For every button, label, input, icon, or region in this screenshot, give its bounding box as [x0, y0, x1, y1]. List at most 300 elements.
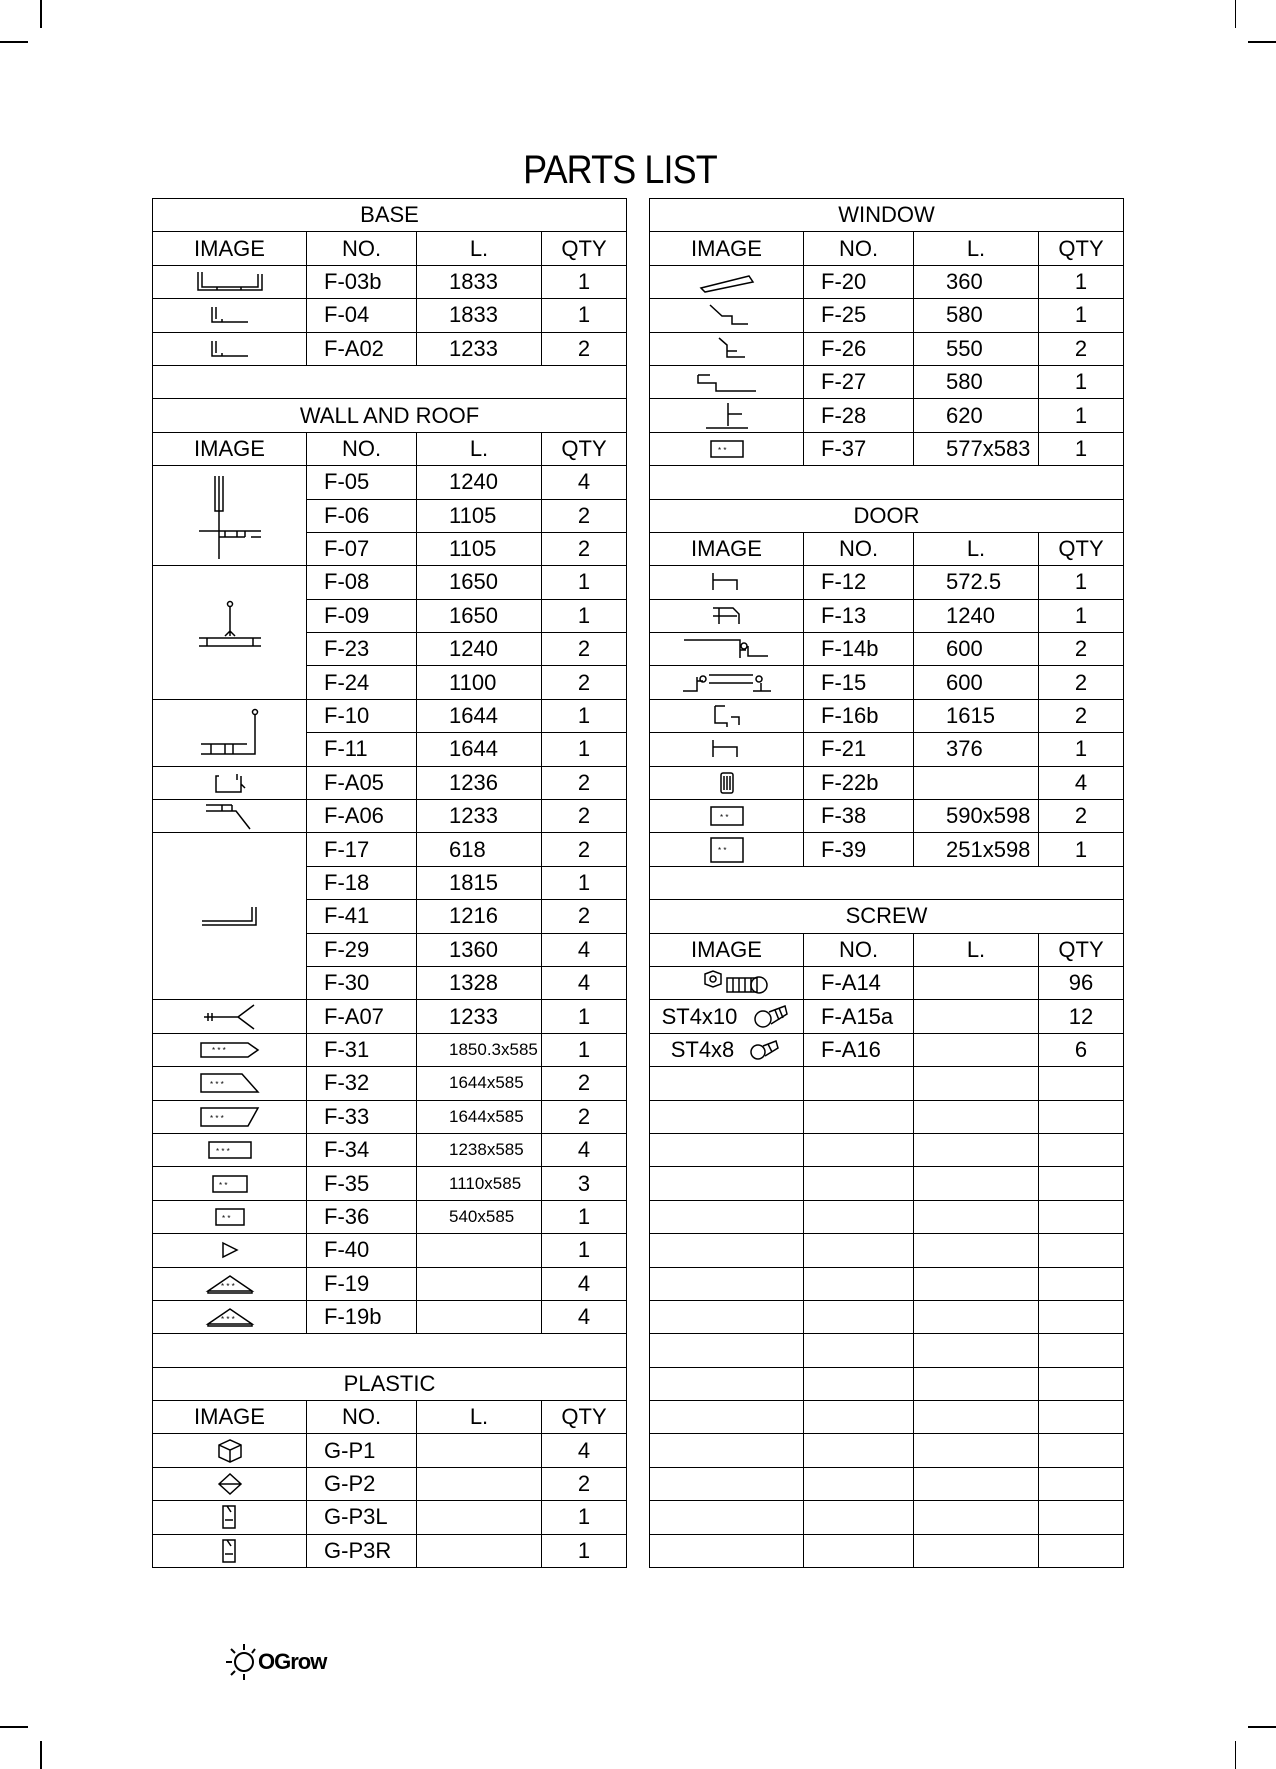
- part-number: F-27: [804, 365, 914, 398]
- channel-part-icon: [153, 265, 307, 298]
- part-length: 1815: [417, 866, 542, 899]
- header-row: [650, 232, 1124, 265]
- part-qty: 2: [542, 1100, 627, 1133]
- part-length: 1644: [417, 699, 542, 732]
- part-length: 1644x585: [417, 1067, 542, 1100]
- doorB-part-icon: [650, 599, 804, 632]
- section-title: WINDOW: [650, 199, 1124, 232]
- angle-part-icon: [153, 299, 307, 332]
- part-length: 1833: [417, 265, 542, 298]
- part-qty: 4: [542, 1434, 627, 1467]
- empty-cell: [914, 1367, 1039, 1400]
- part-number: F-18: [307, 866, 417, 899]
- svg-text:* * *: * * *: [209, 1080, 224, 1090]
- part-qty: 1: [1039, 365, 1124, 398]
- part-qty: 1: [542, 299, 627, 332]
- col-header-qty: QTY: [542, 232, 627, 265]
- part-length: 376: [914, 733, 1039, 766]
- part-number: F-35: [307, 1167, 417, 1200]
- part-length: [417, 1300, 542, 1333]
- screw-size-label: ST4x8: [670, 1036, 735, 1062]
- part-qty: 1: [542, 1234, 627, 1267]
- part-qty: 1: [542, 733, 627, 766]
- stay-part-icon: [650, 265, 804, 298]
- empty-cell: [914, 1200, 1039, 1233]
- part-length: 580: [914, 299, 1039, 332]
- empty-cell: [650, 1267, 804, 1300]
- part-number: F-11: [307, 733, 417, 766]
- empty-cell: [1039, 1334, 1124, 1367]
- blank-row: [650, 1067, 1124, 1100]
- header-row: [650, 933, 1124, 966]
- section-title: BASE: [153, 199, 627, 232]
- part-length: 618: [417, 833, 542, 866]
- blank-row: [650, 466, 1124, 499]
- part-qty: 1: [1039, 833, 1124, 866]
- table-row: [153, 299, 627, 332]
- part-number: F-32: [307, 1067, 417, 1100]
- part-length: [417, 1434, 542, 1467]
- part-qty: 4: [542, 933, 627, 966]
- empty-cell: [650, 1300, 804, 1333]
- col-header-no: NO.: [307, 432, 417, 465]
- part-length: 1615: [914, 699, 1039, 732]
- empty-cell: [914, 1133, 1039, 1166]
- part-length: 600: [914, 666, 1039, 699]
- col-header-image: IMAGE: [650, 232, 804, 265]
- empty-cell: [1039, 1167, 1124, 1200]
- empty-cell: [914, 1501, 1039, 1534]
- part-length: 1240: [417, 466, 542, 499]
- empty-cell: [804, 1367, 914, 1400]
- table-row: [650, 699, 1124, 732]
- part-qty: 1: [1039, 399, 1124, 432]
- svg-text:* * *: * * *: [220, 1315, 235, 1325]
- empty-cell: [914, 1167, 1039, 1200]
- table-row: [153, 1167, 627, 1200]
- part-number: G-P3L: [307, 1501, 417, 1534]
- part-length: 1105: [417, 532, 542, 565]
- part-qty: 2: [542, 532, 627, 565]
- empty-cell: [650, 866, 1124, 899]
- table-row: [650, 733, 1124, 766]
- panelB-part-icon: [153, 1067, 307, 1100]
- svg-text:* *: * *: [717, 845, 726, 855]
- empty-cell: [804, 1100, 914, 1133]
- part-length: 620: [914, 399, 1039, 432]
- blank-row: [153, 365, 627, 398]
- brand-logo: [222, 1642, 326, 1682]
- part-length: [417, 1234, 542, 1267]
- screw1-icon: [751, 1002, 791, 1032]
- part-number: F-03b: [307, 265, 417, 298]
- empty-cell: [1039, 1501, 1124, 1534]
- empty-cell: [1039, 1467, 1124, 1500]
- table-row: [650, 399, 1124, 432]
- col-header-image: IMAGE: [153, 232, 307, 265]
- col-header-qty: QTY: [1039, 532, 1124, 565]
- part-qty: 2: [542, 766, 627, 799]
- part-number: F-22b: [804, 766, 914, 799]
- tbar-part-icon: [153, 566, 307, 700]
- doorD-part-icon: [650, 666, 804, 699]
- part-qty: 1: [542, 1033, 627, 1066]
- part-qty: 1: [1039, 299, 1124, 332]
- empty-cell: [804, 1234, 914, 1267]
- part-number: F-26: [804, 332, 914, 365]
- empty-cell: [1039, 1534, 1124, 1567]
- part-length: 1110x585: [417, 1167, 542, 1200]
- part-number: F-37: [804, 432, 914, 465]
- part-number: F-10: [307, 699, 417, 732]
- part-number: F-28: [804, 399, 914, 432]
- table-row: [650, 1000, 1124, 1033]
- table-row: [650, 599, 1124, 632]
- part-number: G-P1: [307, 1434, 417, 1467]
- svg-text:* * *: * * *: [220, 1281, 235, 1291]
- part-qty: 1: [1039, 566, 1124, 599]
- gable-part-icon: [153, 1300, 307, 1333]
- col-header-image: IMAGE: [650, 532, 804, 565]
- part-qty: 4: [1039, 766, 1124, 799]
- logo-text: OGrow: [258, 1649, 327, 1674]
- part-length: 1833: [417, 299, 542, 332]
- crop-mark: [1235, 0, 1237, 28]
- part-number: F-20: [804, 265, 914, 298]
- table-row: [650, 633, 1124, 666]
- part-qty: 2: [542, 499, 627, 532]
- sill-part-icon: [650, 332, 804, 365]
- col-header-no: NO.: [307, 232, 417, 265]
- part-number: F-41: [307, 900, 417, 933]
- table-row: [153, 1534, 627, 1567]
- part-length: 1240: [914, 599, 1039, 632]
- part-length: [417, 1501, 542, 1534]
- table-row: [153, 466, 627, 499]
- blank-row: [153, 1334, 627, 1367]
- svg-text:* * *: * * *: [211, 1045, 226, 1055]
- table-row: [650, 800, 1124, 833]
- part-length: 540x585: [417, 1200, 542, 1233]
- part-length: [914, 1033, 1039, 1066]
- part-qty: 1: [542, 866, 627, 899]
- part-length: 1233: [417, 332, 542, 365]
- col-header-no: NO.: [804, 232, 914, 265]
- empty-cell: [914, 1234, 1039, 1267]
- part-qty: 2: [542, 800, 627, 833]
- col-header-no: NO.: [804, 532, 914, 565]
- crop-mark: [0, 1726, 28, 1728]
- part-length: 1216: [417, 900, 542, 933]
- crop-mark: [40, 0, 42, 28]
- table-row: [153, 1100, 627, 1133]
- header-row: [153, 232, 627, 265]
- panelD-part-icon: [153, 1133, 307, 1166]
- crop-mark: [40, 1741, 42, 1769]
- part-number: F-36: [307, 1200, 417, 1233]
- screw2-icon: [748, 1037, 782, 1063]
- part-number: F-A02: [307, 332, 417, 365]
- part-qty: 2: [542, 1067, 627, 1100]
- empty-cell: [804, 1534, 914, 1567]
- bolt-icon: [699, 968, 769, 998]
- blank-row: [650, 1334, 1124, 1367]
- cap1-part-icon: [153, 1434, 307, 1467]
- table-row: [153, 1300, 627, 1333]
- part-number: F-17: [307, 833, 417, 866]
- empty-cell: [1039, 1133, 1124, 1166]
- table-row: [153, 265, 627, 298]
- part-length: 1238x585: [417, 1133, 542, 1166]
- part-number: F-29: [307, 933, 417, 966]
- empty-cell: [650, 1234, 804, 1267]
- table-row: [153, 1133, 627, 1166]
- part-number: F-24: [307, 666, 417, 699]
- part-number: F-13: [804, 599, 914, 632]
- empty-cell: [650, 1534, 804, 1567]
- part-length: 1850.3x585: [417, 1033, 542, 1066]
- table-row: [650, 432, 1124, 465]
- part-length: [914, 1000, 1039, 1033]
- screw-image-cell: [650, 966, 804, 999]
- empty-cell: [650, 1167, 804, 1200]
- part-length: 1100: [417, 666, 542, 699]
- blank-row: [650, 1200, 1124, 1233]
- table-row: [650, 299, 1124, 332]
- table-row: [650, 265, 1124, 298]
- part-number: F-A15a: [804, 1000, 914, 1033]
- empty-cell: [804, 1133, 914, 1166]
- part-number: F-A16: [804, 1033, 914, 1066]
- part-length: [417, 1534, 542, 1567]
- part-number: F-16b: [804, 699, 914, 732]
- svg-text:* * *: * * *: [209, 1113, 224, 1123]
- col-header-image: IMAGE: [153, 1401, 307, 1434]
- part-length: 550: [914, 332, 1039, 365]
- top-part-icon: [650, 365, 804, 398]
- part-qty: 4: [542, 1300, 627, 1333]
- empty-cell: [650, 1467, 804, 1500]
- empty-cell: [914, 1100, 1039, 1133]
- section-door: [650, 499, 1124, 532]
- part-number: F-A05: [307, 766, 417, 799]
- part-number: F-38: [804, 800, 914, 833]
- part-length: 1644: [417, 733, 542, 766]
- table-row: [650, 833, 1124, 866]
- part-number: F-15: [804, 666, 914, 699]
- blank-row: [650, 1434, 1124, 1467]
- part-length: 1233: [417, 1000, 542, 1033]
- part-qty: 2: [542, 332, 627, 365]
- doorF-part-icon: [650, 733, 804, 766]
- col-header-image: IMAGE: [650, 933, 804, 966]
- blank-row: [650, 1267, 1124, 1300]
- empty-cell: [804, 1167, 914, 1200]
- empty-cell: [1039, 1401, 1124, 1434]
- cap2-part-icon: [153, 1467, 307, 1500]
- table-row: [650, 666, 1124, 699]
- doorpane-part-icon: [650, 800, 804, 833]
- empty-cell: [914, 1334, 1039, 1367]
- col-header-image: IMAGE: [153, 432, 307, 465]
- crop-mark: [0, 41, 28, 43]
- empty-cell: [804, 1067, 914, 1100]
- col-header-no: NO.: [307, 1401, 417, 1434]
- part-qty: 3: [542, 1167, 627, 1200]
- crop-mark: [1248, 1726, 1276, 1728]
- part-number: F-21: [804, 733, 914, 766]
- blank-row: [650, 1167, 1124, 1200]
- empty-cell: [650, 1367, 804, 1400]
- empty-cell: [914, 1300, 1039, 1333]
- part-qty: 1: [1039, 265, 1124, 298]
- crop-mark: [1235, 1741, 1237, 1769]
- page-title: PARTS LIST: [523, 148, 717, 192]
- blank-row: [650, 1133, 1124, 1166]
- table-row: [153, 1067, 627, 1100]
- empty-cell: [914, 1467, 1039, 1500]
- empty-cell: [804, 1434, 914, 1467]
- part-number: F-12: [804, 566, 914, 599]
- part-length: 590x598: [914, 800, 1039, 833]
- part-number: F-09: [307, 599, 417, 632]
- empty-cell: [1039, 1367, 1124, 1400]
- table-row: [153, 766, 627, 799]
- narrowpane-part-icon: [650, 833, 804, 866]
- table-row: [153, 1200, 627, 1233]
- section-window: [650, 199, 1124, 232]
- eave-part-icon: [153, 800, 307, 833]
- empty-cell: [650, 1200, 804, 1233]
- table-row: [650, 766, 1124, 799]
- part-qty: 1: [542, 1501, 627, 1534]
- svg-text:* *: * *: [221, 1213, 230, 1223]
- doorE-part-icon: [650, 699, 804, 732]
- part-number: F-05: [307, 466, 417, 499]
- part-number: F-A06: [307, 800, 417, 833]
- empty-cell: [914, 1267, 1039, 1300]
- section-wall-and-roof: [153, 399, 627, 432]
- section-plastic: [153, 1367, 627, 1400]
- svg-text:* *: * *: [218, 1180, 227, 1190]
- col-header-no: NO.: [804, 933, 914, 966]
- panelA-part-icon: [153, 1033, 307, 1066]
- empty-cell: [650, 1401, 804, 1434]
- section-title: SCREW: [650, 900, 1124, 933]
- cap3-part-icon: [153, 1501, 307, 1534]
- header-row: [153, 1401, 627, 1434]
- part-number: F-34: [307, 1133, 417, 1166]
- section-screw: [650, 900, 1124, 933]
- col-header-length: L.: [417, 432, 542, 465]
- part-qty: 1: [1039, 733, 1124, 766]
- part-length: [914, 966, 1039, 999]
- parts-table-right: [649, 198, 1124, 1568]
- part-qty: 1: [542, 699, 627, 732]
- empty-cell: [650, 1100, 804, 1133]
- part-length: [417, 1267, 542, 1300]
- screw-image-cell: [650, 1033, 804, 1066]
- empty-cell: [650, 1067, 804, 1100]
- table-row: [153, 1434, 627, 1467]
- part-length: 1644x585: [417, 1100, 542, 1133]
- part-qty: 1: [1039, 432, 1124, 465]
- part-qty: 4: [542, 466, 627, 499]
- part-qty: 1: [1039, 599, 1124, 632]
- table-row: [153, 1501, 627, 1534]
- part-qty: 1: [542, 1200, 627, 1233]
- part-qty: 2: [1039, 800, 1124, 833]
- table-row: [153, 566, 627, 599]
- col-header-length: L.: [914, 532, 1039, 565]
- sun-logo-icon: [222, 1642, 256, 1682]
- part-qty: 2: [542, 666, 627, 699]
- part-number: F-23: [307, 633, 417, 666]
- svg-text:* *: * *: [719, 813, 728, 823]
- screw-size-label: ST4x10: [661, 1003, 738, 1029]
- part-qty: 4: [542, 1267, 627, 1300]
- empty-cell: [804, 1467, 914, 1500]
- part-qty: 1: [542, 1000, 627, 1033]
- blank-row: [650, 1467, 1124, 1500]
- corner-part-icon: [153, 699, 307, 766]
- part-length: 1236: [417, 766, 542, 799]
- table-row: [153, 800, 627, 833]
- blank-row: [650, 1534, 1124, 1567]
- part-qty: 6: [1039, 1033, 1124, 1066]
- empty-cell: [153, 365, 627, 398]
- part-qty: 12: [1039, 1000, 1124, 1033]
- blank-row: [650, 1100, 1124, 1133]
- empty-cell: [650, 1334, 804, 1367]
- part-qty: 1: [542, 599, 627, 632]
- empty-cell: [1039, 1067, 1124, 1100]
- clip-part-icon: [153, 766, 307, 799]
- empty-cell: [914, 1401, 1039, 1434]
- blank-row: [650, 1401, 1124, 1434]
- mullion-part-icon: [650, 399, 804, 432]
- part-qty: 1: [542, 566, 627, 599]
- table-row: [153, 833, 627, 866]
- panelE-part-icon: [153, 1167, 307, 1200]
- svg-text:* *: * *: [717, 445, 726, 455]
- part-qty: 2: [542, 1467, 627, 1500]
- parts-table-left: [152, 198, 627, 1568]
- part-number: F-07: [307, 532, 417, 565]
- crop-mark: [1248, 41, 1276, 43]
- screw-image-cell: [650, 1000, 804, 1033]
- empty-cell: [153, 1334, 627, 1367]
- blank-row: [650, 1234, 1124, 1267]
- part-length: 572.5: [914, 566, 1039, 599]
- doorC-part-icon: [650, 633, 804, 666]
- part-number: F-39: [804, 833, 914, 866]
- part-qty: 2: [542, 833, 627, 866]
- part-qty: 4: [542, 1133, 627, 1166]
- table-row: [650, 566, 1124, 599]
- empty-cell: [1039, 1200, 1124, 1233]
- part-qty: 2: [1039, 666, 1124, 699]
- part-length: [417, 1467, 542, 1500]
- hook-part-icon: [153, 833, 307, 1000]
- empty-cell: [914, 1534, 1039, 1567]
- section-title: WALL AND ROOF: [153, 399, 627, 432]
- part-qty: 96: [1039, 966, 1124, 999]
- part-number: F-31: [307, 1033, 417, 1066]
- part-number: F-08: [307, 566, 417, 599]
- post-part-icon: [153, 466, 307, 566]
- part-number: F-40: [307, 1234, 417, 1267]
